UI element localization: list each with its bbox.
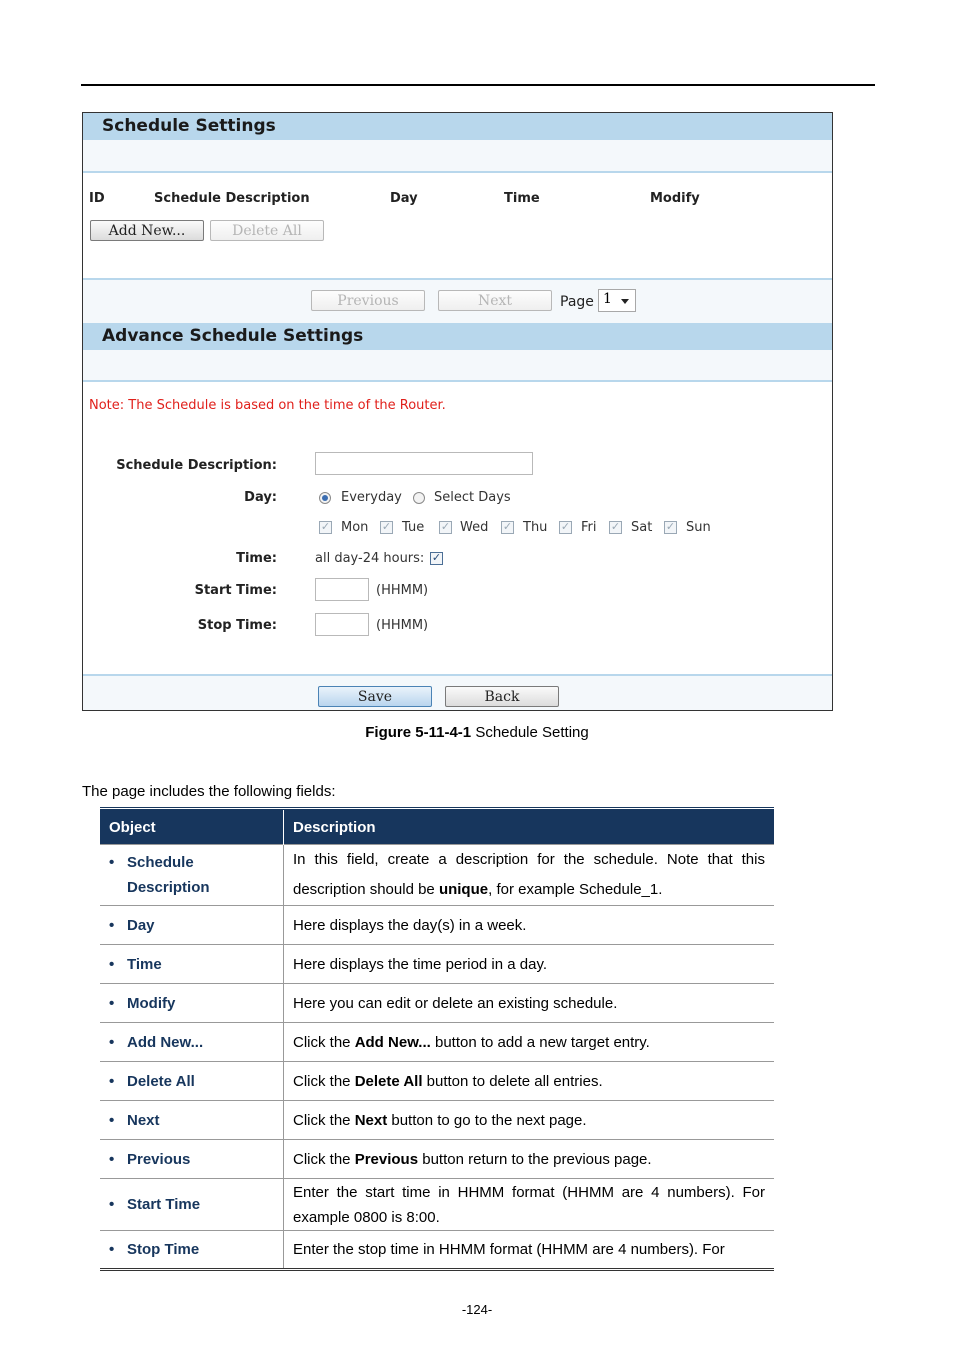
description-bold: Add New... bbox=[354, 1033, 431, 1051]
description-text: button to go to the next page. bbox=[387, 1111, 587, 1129]
mon-label: Mon bbox=[341, 520, 369, 535]
select-days-label: Select Days bbox=[434, 490, 511, 505]
all-day-label: all day-24 hours: bbox=[315, 551, 425, 566]
figure-number: Figure 5-11-4-1 bbox=[365, 724, 472, 741]
select-days-radio[interactable] bbox=[413, 492, 425, 504]
everyday-label: Everyday bbox=[341, 490, 402, 505]
fri-label: Fri bbox=[581, 520, 597, 535]
description-bold: Previous bbox=[354, 1150, 419, 1168]
description-cell: Enter the start time in HHMM format (HHMM are 4 numbers). For example 0800 is 8:00. bbox=[284, 1179, 775, 1231]
object-name: Schedule bbox=[127, 854, 194, 871]
description-cell bbox=[284, 1062, 775, 1101]
description-cell bbox=[284, 1140, 775, 1179]
description-bold: Delete All bbox=[354, 1072, 423, 1090]
header-object: Object bbox=[100, 809, 284, 845]
description-cell: Here you can edit or delete an existing schedule. bbox=[284, 984, 775, 1023]
object-name: Delete All bbox=[127, 1072, 195, 1090]
header-spacer bbox=[83, 140, 832, 171]
object-name: Description bbox=[127, 879, 210, 896]
description-cell: Here displays the time period in a day. bbox=[284, 945, 775, 984]
description-bold: Next bbox=[354, 1111, 388, 1129]
thu-checkbox[interactable]: ✓ bbox=[502, 521, 513, 533]
description-text: In this field, create a description for the schedule. Note that this description should be bbox=[293, 851, 765, 898]
add-new-button[interactable]: Add New... bbox=[90, 220, 204, 241]
stop-time-hint: (HHMM) bbox=[376, 618, 429, 633]
stop-time-label: Stop Time: bbox=[197, 618, 277, 633]
tue-checkbox[interactable]: ✓ bbox=[381, 521, 392, 533]
object-name: Start Time bbox=[127, 1196, 201, 1213]
header-spacer bbox=[83, 350, 832, 380]
description-cell: Here displays the day(s) in a week. bbox=[284, 906, 775, 945]
object-name: Time bbox=[127, 955, 162, 973]
figure-caption bbox=[0, 724, 954, 741]
schedule-description-input[interactable] bbox=[315, 452, 533, 475]
back-button[interactable]: Back bbox=[445, 686, 559, 707]
object-name: Day bbox=[127, 916, 155, 934]
description-text: Click the bbox=[293, 1072, 355, 1090]
day-label: Day: bbox=[244, 490, 277, 505]
header-rule bbox=[81, 84, 875, 86]
description-text: Click the bbox=[293, 1033, 355, 1051]
object-cell: • Next bbox=[100, 1101, 284, 1140]
column-id: ID bbox=[89, 191, 105, 206]
mon-checkbox[interactable]: ✓ bbox=[320, 521, 331, 533]
start-time-hint: (HHMM) bbox=[376, 583, 429, 598]
table-row bbox=[100, 984, 774, 1023]
previous-button[interactable]: Previous bbox=[311, 290, 425, 311]
table-row bbox=[100, 1023, 774, 1062]
wed-label: Wed bbox=[460, 520, 489, 535]
description-cell bbox=[284, 1023, 775, 1062]
wed-checkbox[interactable]: ✓ bbox=[440, 521, 451, 533]
figure-title: Schedule Setting bbox=[475, 724, 589, 741]
schedule-settings-title: Schedule Settings bbox=[102, 116, 276, 136]
object-cell: • Modify bbox=[100, 984, 284, 1023]
description-text: button to delete all entries. bbox=[422, 1072, 603, 1090]
table-row bbox=[100, 1101, 774, 1140]
next-button[interactable]: Next bbox=[438, 290, 552, 311]
chevron-down-icon bbox=[621, 299, 629, 304]
all-day-checkbox[interactable]: ✓ bbox=[431, 552, 442, 564]
table-header-row bbox=[100, 809, 774, 845]
object-name: Add New... bbox=[127, 1033, 204, 1051]
start-time-input[interactable] bbox=[315, 578, 369, 601]
divider bbox=[83, 380, 832, 382]
sat-checkbox[interactable]: ✓ bbox=[610, 521, 621, 533]
save-button[interactable]: Save bbox=[318, 686, 432, 707]
sun-checkbox[interactable]: ✓ bbox=[665, 521, 676, 533]
tue-label: Tue bbox=[402, 520, 425, 535]
table-row bbox=[100, 1231, 774, 1270]
column-modify: Modify bbox=[650, 191, 700, 206]
fri-checkbox[interactable]: ✓ bbox=[560, 521, 571, 533]
object-cell: • Stop Time bbox=[100, 1231, 284, 1270]
column-day: Day bbox=[390, 191, 418, 206]
object-cell: • Start Time bbox=[100, 1179, 284, 1231]
stop-time-input[interactable] bbox=[315, 613, 369, 636]
description-text: , for example Schedule_1. bbox=[488, 881, 663, 898]
description-cell bbox=[284, 845, 775, 906]
table-row bbox=[100, 1179, 774, 1231]
object-name: Previous bbox=[127, 1150, 191, 1168]
intro-text: The page includes the following fields: bbox=[82, 783, 336, 800]
table-row bbox=[100, 1140, 774, 1179]
description-cell bbox=[284, 1101, 775, 1140]
table-row bbox=[100, 1062, 774, 1101]
everyday-radio[interactable] bbox=[319, 492, 331, 504]
schedule-settings-header bbox=[83, 113, 832, 140]
table-row bbox=[100, 945, 774, 984]
schedule-description-label: Schedule Description: bbox=[116, 458, 277, 473]
page-number: -124- bbox=[461, 1302, 493, 1317]
description-cell: Enter the stop time in HHMM format (HHMM are 4 numbers). For bbox=[284, 1231, 775, 1270]
router-time-note: Note: The Schedule is based on the time of the Router. bbox=[89, 398, 446, 413]
table-row bbox=[100, 845, 774, 906]
column-time: Time bbox=[504, 191, 540, 206]
object-name: Stop Time bbox=[127, 1241, 200, 1258]
object-cell: • Previous bbox=[100, 1140, 284, 1179]
object-cell: • Delete All bbox=[100, 1062, 284, 1101]
description-text: button return to the previous page. bbox=[418, 1150, 652, 1168]
divider bbox=[83, 171, 832, 173]
thu-label: Thu bbox=[523, 520, 548, 535]
advance-schedule-title: Advance Schedule Settings bbox=[102, 326, 364, 346]
sun-label: Sun bbox=[686, 520, 711, 535]
table-row bbox=[100, 906, 774, 945]
time-label: Time: bbox=[236, 551, 277, 566]
delete-all-button[interactable]: Delete All bbox=[210, 220, 324, 241]
object-cell: • Schedule Description bbox=[100, 845, 284, 906]
object-cell: • Day bbox=[100, 906, 284, 945]
description-text: Click the bbox=[293, 1111, 355, 1129]
object-name: Next bbox=[127, 1111, 160, 1129]
advance-schedule-header bbox=[83, 323, 832, 350]
page-select-value: 1 bbox=[603, 291, 612, 307]
fields-table bbox=[100, 807, 774, 1271]
header-description: Description bbox=[284, 809, 775, 845]
page-select[interactable] bbox=[598, 289, 636, 312]
object-cell: • Time bbox=[100, 945, 284, 984]
page-label: Page bbox=[560, 294, 594, 310]
object-name: Modify bbox=[127, 994, 176, 1012]
start-time-label: Start Time: bbox=[194, 583, 277, 598]
description-text: Click the bbox=[293, 1150, 355, 1168]
description-text: button to add a new target entry. bbox=[430, 1033, 650, 1051]
schedule-settings-screenshot bbox=[82, 112, 833, 711]
sat-label: Sat bbox=[631, 520, 653, 535]
column-schedule-description: Schedule Description bbox=[154, 191, 310, 206]
description-bold: unique bbox=[438, 881, 489, 898]
object-cell: • Add New... bbox=[100, 1023, 284, 1062]
